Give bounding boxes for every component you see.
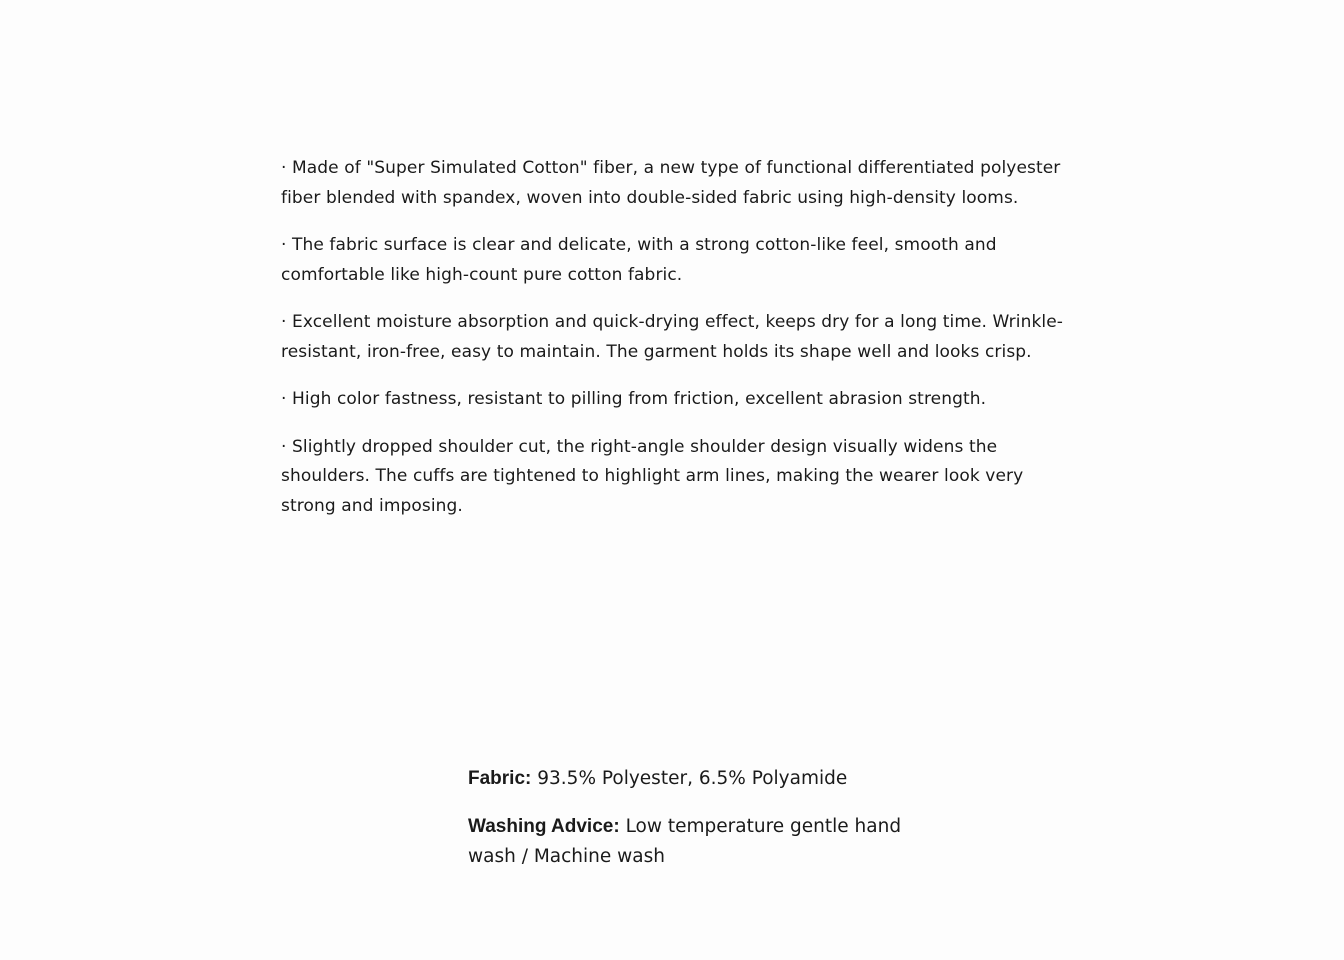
washing-spec xyxy=(468,812,908,872)
feature-item-surface: · The fabric surface is clear and delicate, with a strong cotton-like feel, smooth and comfortable like high-count pure cotton fabric. xyxy=(281,235,997,285)
spec-section xyxy=(468,764,908,890)
washing-value: Low temperature gentle hand wash / Machine wash xyxy=(468,816,902,867)
feature-item-colorfastness: · High color fastness, resistant to pilling from friction, excellent abrasion strength. xyxy=(281,389,987,409)
washing-label: Washing Advice: xyxy=(468,816,620,837)
fabric-label: Fabric: xyxy=(468,768,532,789)
fabric-spec xyxy=(468,764,908,794)
feature-item-moisture: · Excellent moisture absorption and quick-drying effect, keeps dry for a long time. Wrinkle-resistant, iron-free, easy to maintain. The garment holds its shape well and looks crisp. xyxy=(281,312,1064,362)
feature-item-fiber: · Made of "Super Simulated Cotton" fiber, a new type of functional differentiated polyester fiber blended with spandex, woven into double-sided fabric using high-density looms. xyxy=(281,158,1061,208)
fabric-value: 93.5% Polyester, 6.5% Polyamide xyxy=(537,768,848,789)
feature-list xyxy=(281,154,1081,539)
feature-item-cut: · Slightly dropped shoulder cut, the right-angle shoulder design visually widens the shoulders. The cuffs are tightened to highlight arm lines, making the wearer look very strong and imposing. xyxy=(281,436,1024,516)
